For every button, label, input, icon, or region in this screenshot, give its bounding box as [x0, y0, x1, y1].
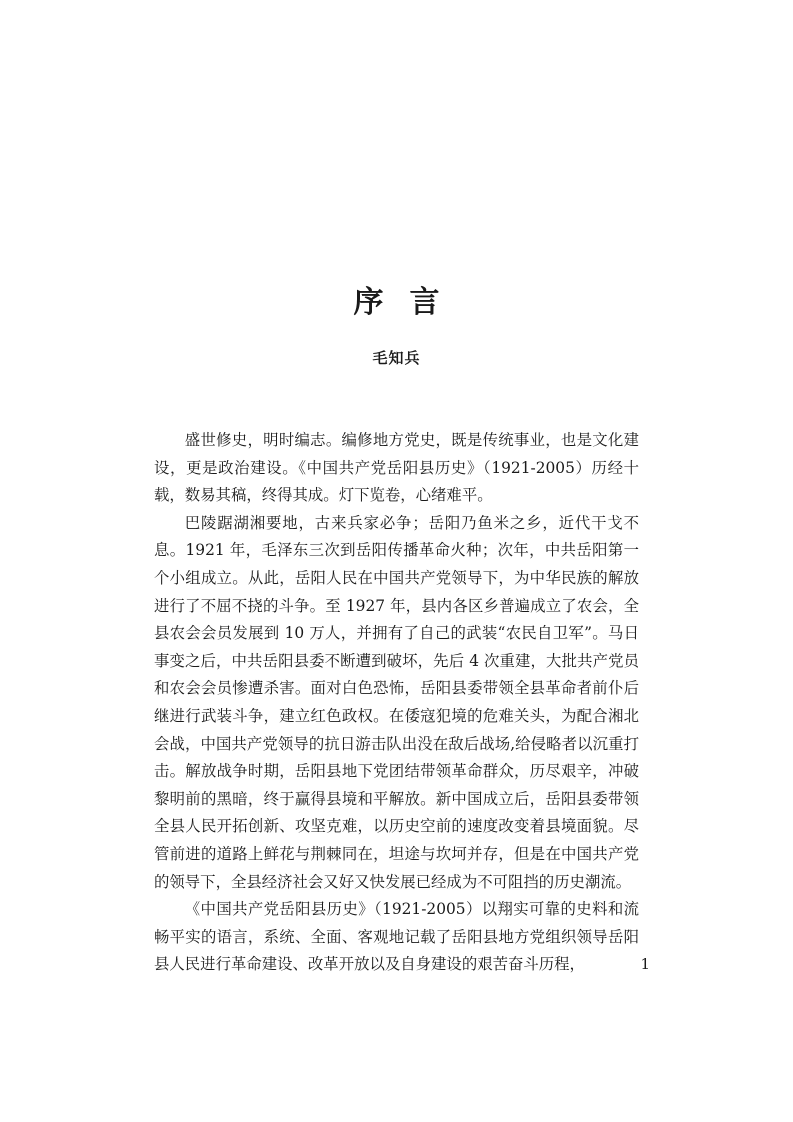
author-name: 毛知兵 [372, 349, 421, 367]
paragraph: 《中国共产党岳阳县历史》（1921-2005）以翔实可靠的史料和流畅平实的语言，系统、全面、客观地记载了岳阳县地方党组织领导岳阳县人民进行革命建设、改革开放以及自身建设的艰苦奋斗历程， [154, 900, 639, 974]
paragraph: 盛世修史，明时编志。编修地方党史，既是传统事业，也是文化建设，更是政治建设。《中国共产党岳阳县历史》（1921-2005）历经十载，数易其稿，终得其成。灯下览卷，心绪难平。 [154, 431, 639, 505]
page-title: 序言 [353, 285, 466, 320]
body-text [154, 427, 639, 979]
page-number: 1 [640, 955, 650, 973]
paragraph: 巴陵踞湖湘要地，古来兵家必争；岳阳乃鱼米之乡，近代干戈不息。1921 年，毛泽东三次到岳阳传播革命火种；次年，中共岳阳第一个小组成立。从此，岳阳人民在中国共产党领导下，为中华民族的解放进行了不屈不挠的斗争。至 1927 年，县内各区乡普遍成立了农会，全县农会会员发展到 10 万人，并拥有了自己的武装“农民自卫军”。马日事变之后，中共岳阳县委不断遭到破坏，先后 4 次重建，大批共产党员和农会会员惨遭杀害。面对白色恐怖，岳阳县委带领全县革命者前仆后继进行武装斗争，建立红色政权。在倭寇犯境的危难关头，为配合湘北会战，中国共产党领导的抗日游击队出没在敌后战场,给侵略者以沉重打击。解放战争时期，岳阳县地下党团结带领革命群众，历尽艰辛，冲破黎明前的黑暗，终于赢得县境和平解放。新中国成立后，岳阳县委带领全县人民开拓创新、攻坚克难，以历史空前的速度改变着县境面貌。尽管前进的道路上鲜花与荆棘同在，坦途与坎坷并存，但是在中国共产党的领导下，全县经济社会又好又快发展已经成为不可阻挡的历史潮流。 [154, 513, 639, 891]
